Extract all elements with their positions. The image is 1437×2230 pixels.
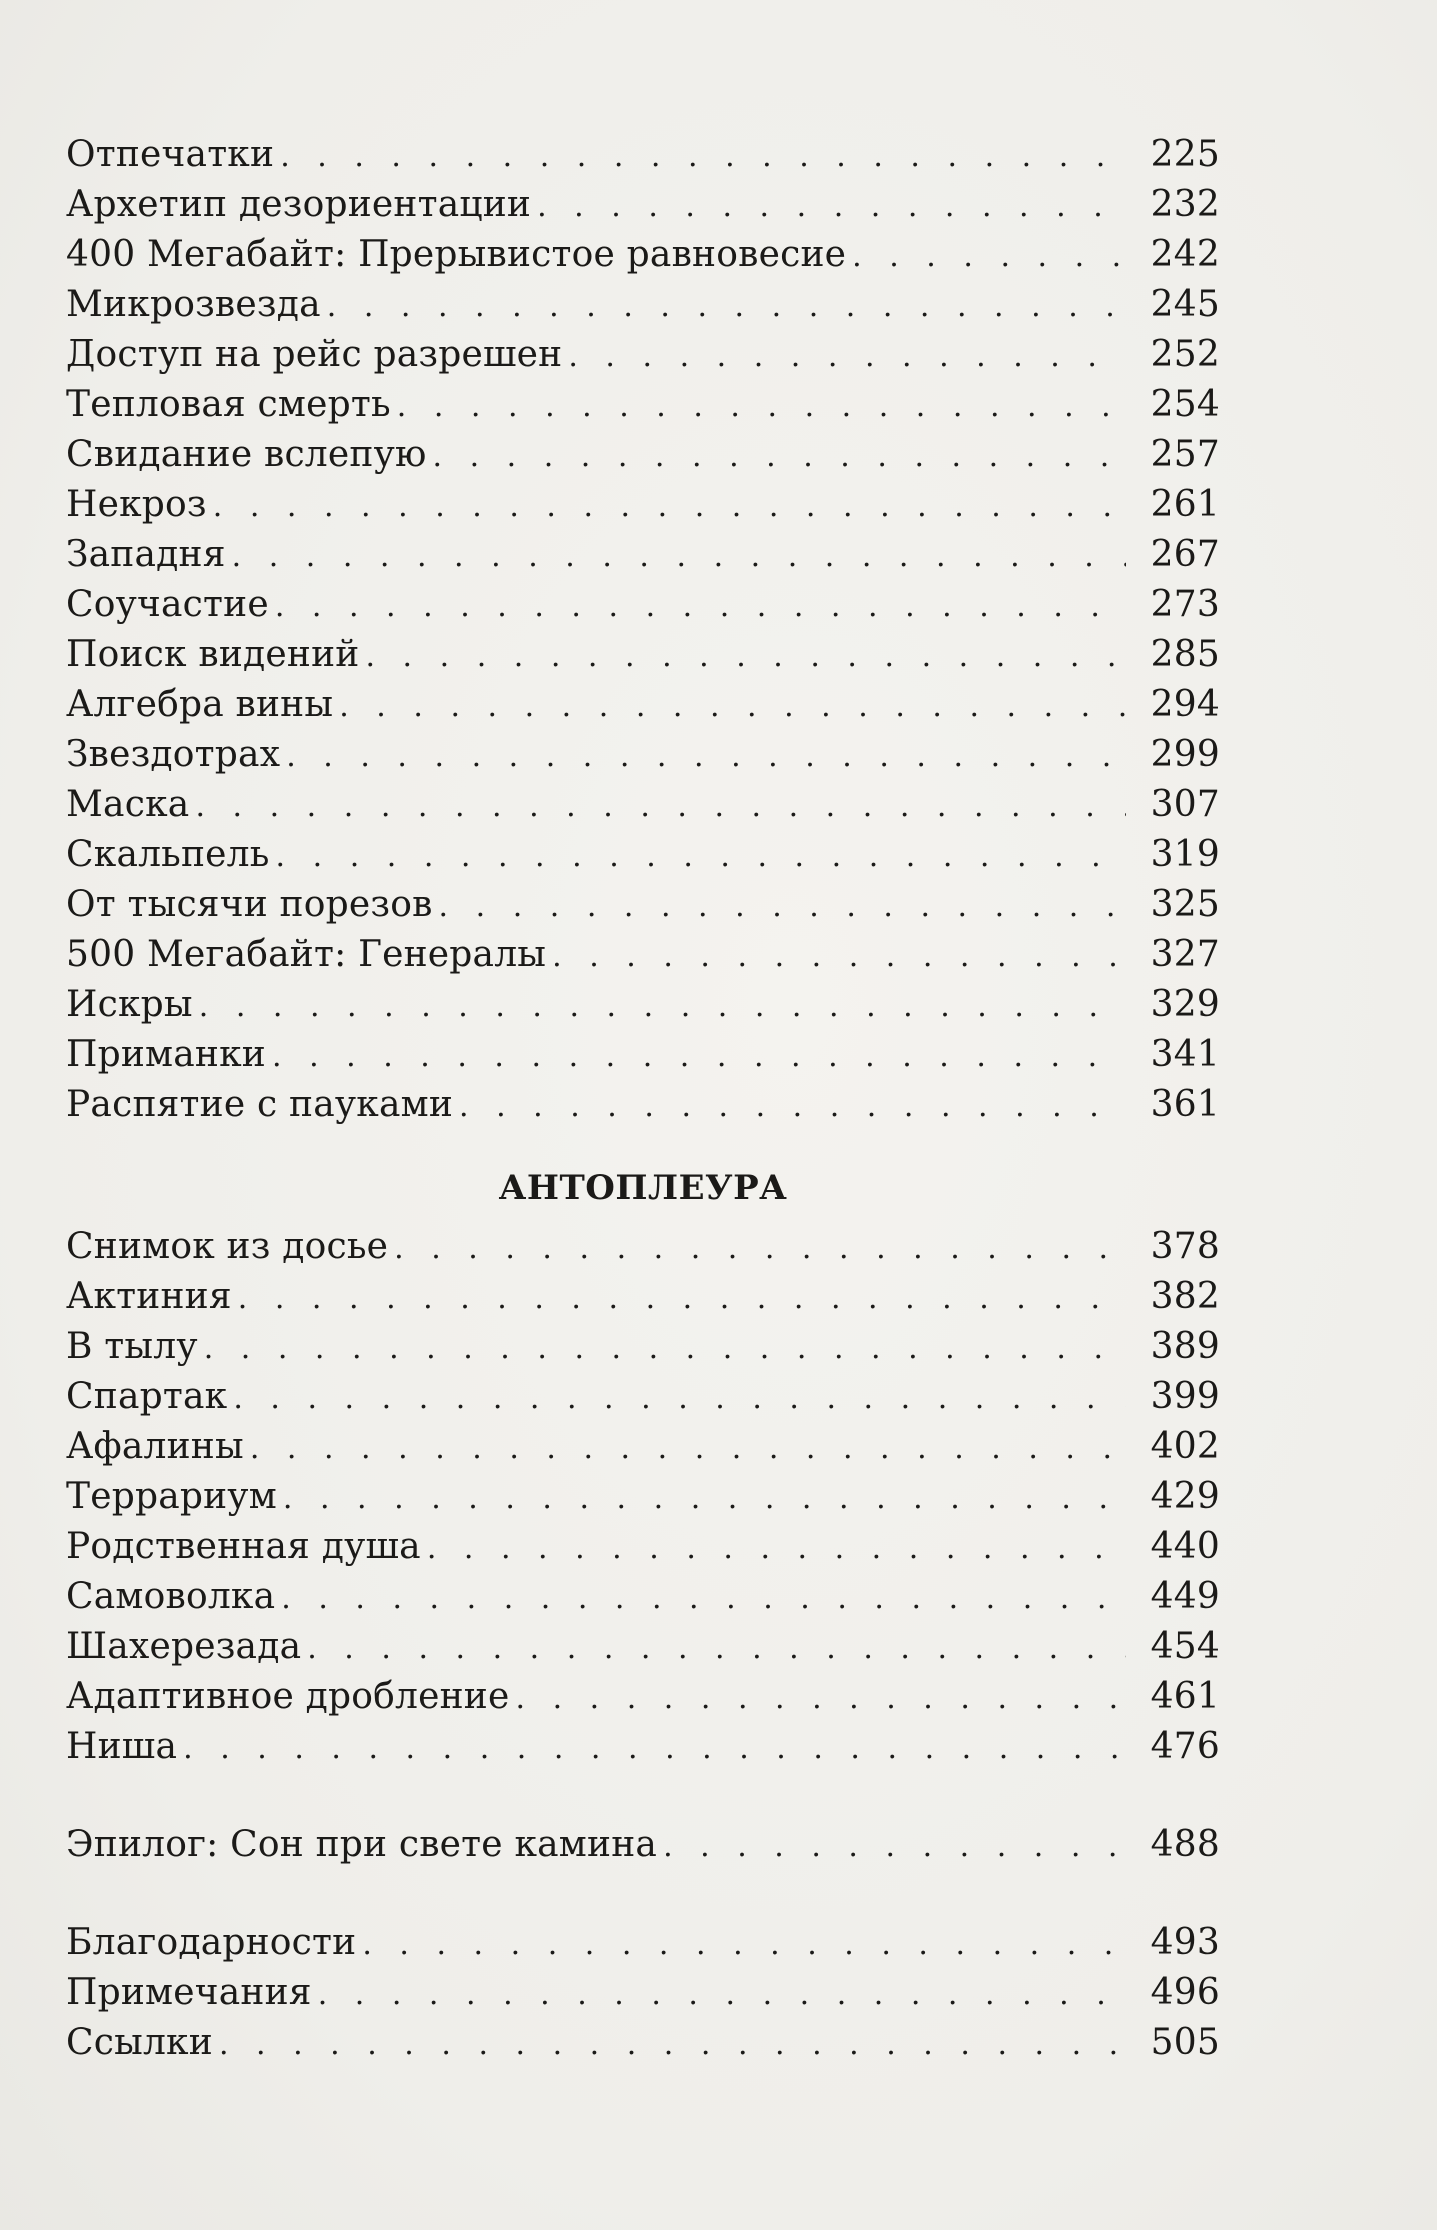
entry-title: Доступ на рейс разрешен — [66, 334, 563, 375]
entry-page-number: 449 — [1150, 1576, 1220, 1617]
entry-page-number: 245 — [1150, 284, 1220, 325]
dot-leader — [280, 132, 1126, 182]
toc-entry — [66, 980, 1220, 1030]
dot-leader — [318, 1970, 1126, 2020]
entry-page-number: 429 — [1150, 1476, 1220, 1517]
toc-entry — [66, 1322, 1220, 1372]
toc-entry — [66, 380, 1220, 430]
dot-leader — [394, 1224, 1126, 1274]
entry-title: Распятие с пауками — [66, 1084, 454, 1125]
entry-title: Алгебра вины — [66, 684, 334, 725]
entry-page-number: 440 — [1150, 1526, 1220, 1567]
entry-page-number: 488 — [1150, 1824, 1220, 1865]
toc-entry-epilogue — [66, 1820, 1220, 1870]
entry-page-number: 325 — [1150, 884, 1220, 925]
dot-leader — [427, 1524, 1126, 1574]
entry-page-number: 267 — [1150, 534, 1220, 575]
toc-entry — [66, 580, 1220, 630]
toc-entry — [66, 1472, 1220, 1522]
spacer — [66, 1870, 1220, 1918]
dot-leader — [397, 382, 1126, 432]
entry-title: Маска — [66, 784, 190, 825]
entry-page-number: 382 — [1150, 1276, 1220, 1317]
dot-leader — [204, 1324, 1126, 1374]
toc-entry — [66, 930, 1220, 980]
entry-page-number: 493 — [1150, 1922, 1220, 1963]
toc-entry — [66, 1622, 1220, 1672]
dot-leader — [276, 832, 1126, 882]
dot-leader — [365, 632, 1126, 682]
entry-page-number: 329 — [1150, 984, 1220, 1025]
table-of-contents — [66, 130, 1220, 2068]
toc-entry — [66, 680, 1220, 730]
toc-entry — [66, 1522, 1220, 1572]
entry-page-number: 505 — [1150, 2022, 1220, 2063]
toc-entry — [66, 1030, 1220, 1080]
toc-entry — [66, 1080, 1220, 1130]
entry-title: 500 Мегабайт: Генералы — [66, 934, 547, 975]
entry-title: Звездотрах — [66, 734, 281, 775]
entry-title: От тысячи порезов — [66, 884, 433, 925]
toc-entry — [66, 1222, 1220, 1272]
entry-title: Ссылки — [66, 2022, 213, 2063]
entry-page-number: 252 — [1150, 334, 1220, 375]
entry-title: Самоволка — [66, 1576, 276, 1617]
entry-page-number: 399 — [1150, 1376, 1220, 1417]
toc-entry — [66, 130, 1220, 180]
entry-title: Родственная душа — [66, 1526, 421, 1567]
dot-leader — [283, 1474, 1126, 1524]
dot-leader — [307, 1624, 1126, 1674]
toc-entry — [66, 330, 1220, 380]
entry-title: Искры — [66, 984, 193, 1025]
dot-leader — [199, 982, 1126, 1032]
toc-entry — [66, 880, 1220, 930]
toc-entry — [66, 430, 1220, 480]
entry-page-number: 461 — [1150, 1676, 1220, 1717]
entry-title: В тылу — [66, 1326, 198, 1367]
toc-entry — [66, 730, 1220, 780]
dot-leader — [362, 1920, 1126, 1970]
toc-entry — [66, 1572, 1220, 1622]
entry-page-number: 299 — [1150, 734, 1220, 775]
spacer — [66, 1772, 1220, 1820]
dot-leader — [275, 582, 1126, 632]
entry-title: Эпилог: Сон при свете камина — [66, 1824, 658, 1865]
dot-leader — [219, 2020, 1126, 2070]
entry-title: Примечания — [66, 1972, 312, 2013]
dot-leader — [433, 432, 1127, 482]
toc-entry — [66, 780, 1220, 830]
entry-title: Некроз — [66, 484, 207, 525]
toc-entry — [66, 180, 1220, 230]
entry-page-number: 254 — [1150, 384, 1220, 425]
entry-page-number: 232 — [1150, 184, 1220, 225]
entry-title: Поиск видений — [66, 634, 360, 675]
toc-entry — [66, 230, 1220, 280]
entry-title: Соучастие — [66, 584, 269, 625]
dot-leader — [663, 1822, 1126, 1872]
entry-page-number: 285 — [1150, 634, 1220, 675]
entry-title: 400 Мегабайт: Прерывистое равновесие — [66, 234, 847, 275]
dot-leader — [327, 282, 1126, 332]
entry-title: Ниша — [66, 1726, 178, 1767]
toc-entry — [66, 630, 1220, 680]
entry-page-number: 476 — [1150, 1726, 1220, 1767]
entry-title: Актиния — [66, 1276, 232, 1317]
entry-title: Спартак — [66, 1376, 228, 1417]
entry-page-number: 341 — [1150, 1034, 1220, 1075]
entry-page-number: 402 — [1150, 1426, 1220, 1467]
dot-leader — [272, 1032, 1126, 1082]
entry-page-number: 261 — [1150, 484, 1220, 525]
toc-entry — [66, 1722, 1220, 1772]
dot-leader — [195, 782, 1126, 832]
entry-page-number: 361 — [1150, 1084, 1220, 1125]
entry-page-number: 389 — [1150, 1326, 1220, 1367]
entry-page-number: 319 — [1150, 834, 1220, 875]
entry-page-number: 242 — [1150, 234, 1220, 275]
dot-leader — [568, 332, 1126, 382]
toc-entry — [66, 1968, 1220, 2018]
entry-page-number: 327 — [1150, 934, 1220, 975]
dot-leader — [852, 232, 1126, 282]
dot-leader — [183, 1724, 1126, 1774]
dot-leader — [213, 482, 1126, 532]
entry-page-number: 496 — [1150, 1972, 1220, 2013]
dot-leader — [250, 1424, 1126, 1474]
toc-entry — [66, 280, 1220, 330]
entry-page-number: 378 — [1150, 1226, 1220, 1267]
toc-entry — [66, 1422, 1220, 1472]
entry-title: Отпечатки — [66, 134, 275, 175]
entry-title: Шахерезада — [66, 1626, 302, 1667]
toc-entry — [66, 1372, 1220, 1422]
entry-title: Тепловая смерть — [66, 384, 391, 425]
entry-title: Западня — [66, 534, 226, 575]
toc-entry — [66, 1672, 1220, 1722]
entry-page-number: 273 — [1150, 584, 1220, 625]
dot-leader — [238, 1274, 1126, 1324]
toc-entry — [66, 480, 1220, 530]
section-heading: АНТОПЛЕУРА — [498, 1168, 788, 1208]
entry-title: Адаптивное дробление — [66, 1676, 510, 1717]
entry-page-number: 294 — [1150, 684, 1220, 725]
toc-entry — [66, 2018, 1220, 2068]
dot-leader — [233, 1374, 1126, 1424]
entry-title: Скальпель — [66, 834, 270, 875]
entry-title: Афалины — [66, 1426, 244, 1467]
dot-leader — [232, 532, 1126, 582]
entry-title: Благодарности — [66, 1922, 357, 1963]
entry-title: Снимок из досье — [66, 1226, 389, 1267]
toc-entry — [66, 530, 1220, 580]
entry-page-number: 225 — [1150, 134, 1220, 175]
entry-title: Террариум — [66, 1476, 277, 1517]
entry-title: Приманки — [66, 1034, 266, 1075]
toc-entry — [66, 1918, 1220, 1968]
dot-leader — [439, 882, 1126, 932]
toc-entry — [66, 1272, 1220, 1322]
dot-leader — [552, 932, 1126, 982]
dot-leader — [281, 1574, 1126, 1624]
dot-leader — [537, 182, 1126, 232]
dot-leader — [339, 682, 1126, 732]
entry-page-number: 454 — [1150, 1626, 1220, 1667]
dot-leader — [286, 732, 1126, 782]
dot-leader — [516, 1674, 1126, 1724]
entry-page-number: 257 — [1150, 434, 1220, 475]
entry-title: Микрозвезда — [66, 284, 321, 325]
entry-page-number: 307 — [1150, 784, 1220, 825]
dot-leader — [459, 1082, 1126, 1132]
entry-title: Архетип дезориентации — [66, 184, 532, 225]
entry-title: Свидание вслепую — [66, 434, 427, 475]
toc-entry — [66, 830, 1220, 880]
